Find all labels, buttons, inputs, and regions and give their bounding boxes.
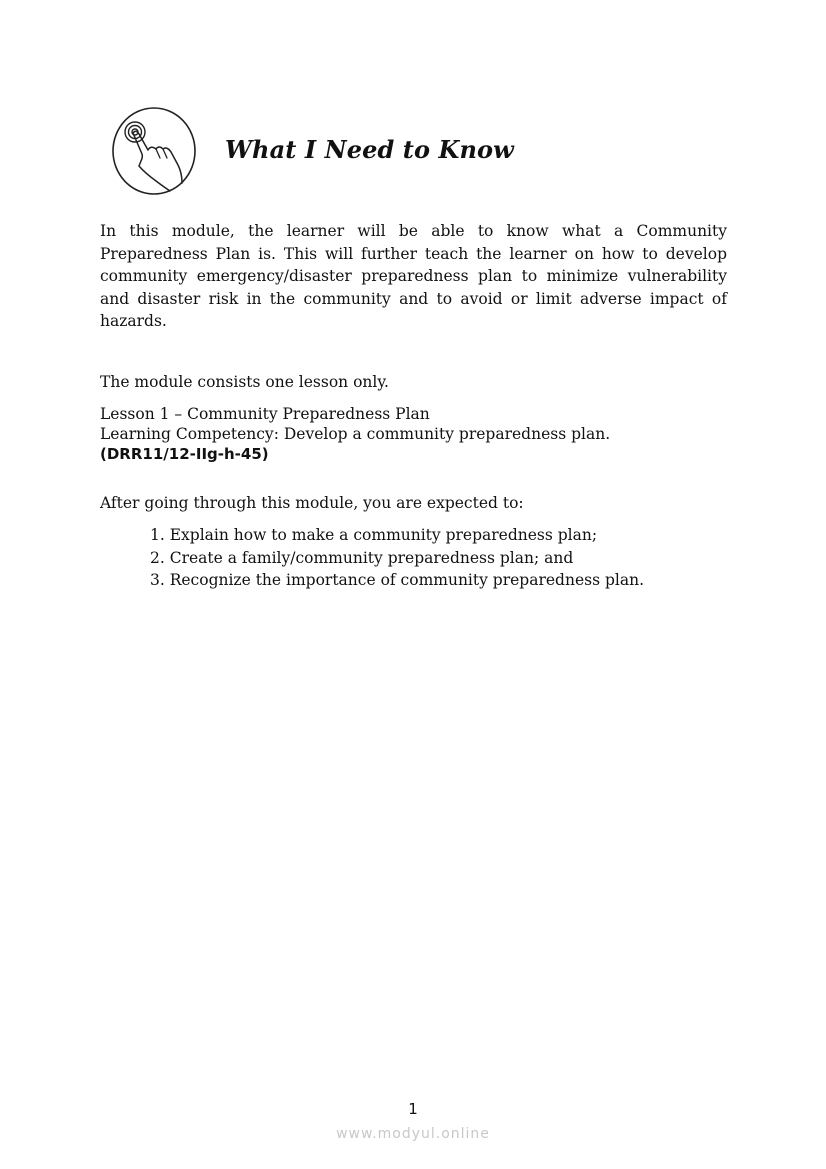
objectives-lead: After going through this module, you are expected to: xyxy=(100,494,524,512)
list-item: 1. Explain how to make a community preparedness plan; xyxy=(150,526,598,544)
lesson-block xyxy=(100,404,610,464)
section-title: What I Need to Know xyxy=(225,135,514,164)
objectives-list xyxy=(150,524,644,592)
module-note: The module consists one lesson only. xyxy=(100,373,389,391)
lesson-title: Lesson 1 – Community Preparedness Plan xyxy=(100,405,430,423)
learning-competency: Learning Competency: Develop a community preparedness plan. xyxy=(100,425,611,443)
intro-paragraph: In this module, the learner will be able to know what a Community Preparedness Plan is. This will further teach the learner on how to develop community emergency/disaster preparedness plan to minimize vulnerability and disaster risk in the community and to avoid or limit adverse impact of hazards. xyxy=(100,222,727,331)
hand-pointer-icon xyxy=(112,107,196,195)
list-item: 3. Recognize the importance of community preparedness plan. xyxy=(150,571,644,589)
list-item: 2. Create a family/community preparedness plan; and xyxy=(150,548,574,567)
page-number: 1 xyxy=(408,1100,418,1118)
competency-code: (DRR11/12-IIg-h-45) xyxy=(100,445,269,463)
watermark: www.modyul.online xyxy=(336,1126,490,1142)
